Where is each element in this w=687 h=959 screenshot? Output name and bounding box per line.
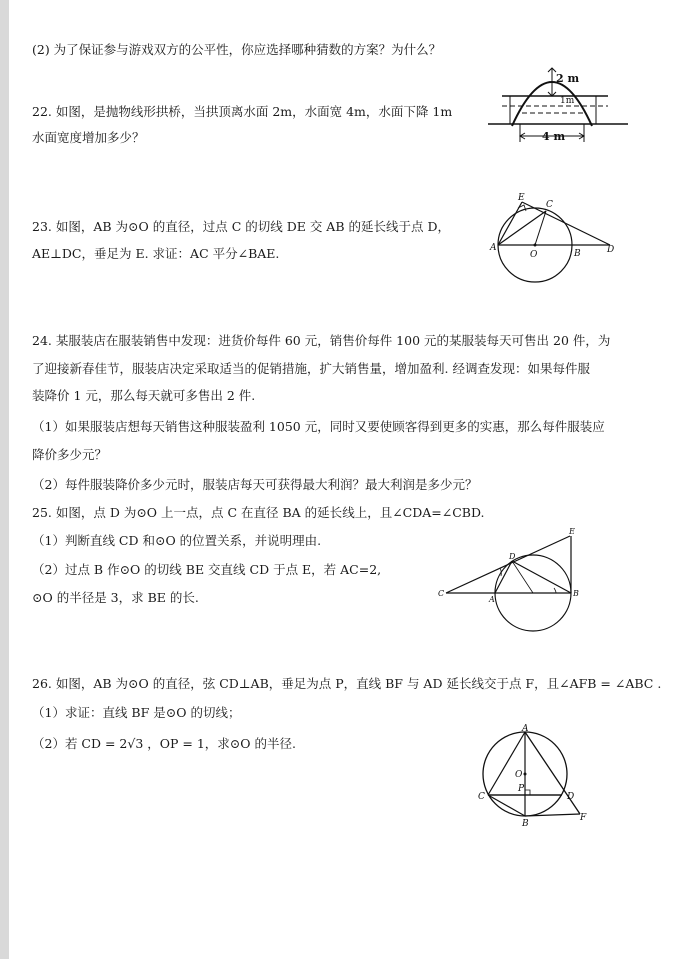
q22-line1: 22. 如图，是抛物线形拱桥，当拱顶离水面 2m，水面宽 4m，水面下降 1m [32, 104, 453, 119]
q24-part1-line2: 降价多少元？ [32, 447, 108, 462]
point-C-label: C [478, 792, 485, 802]
q25-part2-line1: （2）过点 B 作⊙O 的切线 BE 交直线 CD 于点 E，若 AC=2, [32, 562, 382, 577]
point-D-label: D [509, 552, 516, 561]
q22-parabola-bridge-figure [488, 58, 628, 148]
point-O-label: O [515, 770, 523, 780]
q24-line3: 装降价 1 元，那么每天就可多售出 2 件. [32, 388, 256, 403]
q24-line1: 24. 某服装店在服装销售中发现：进货价每件 60 元，销售价每件 100 元的某服装每天可售出 20 件，为 [32, 333, 611, 348]
point-O-label: O [530, 250, 538, 260]
point-B-label: B [574, 249, 581, 259]
point-E-label: E [518, 193, 525, 203]
q24-part2: （2）每件服装降价多少元时，服装店每天可获得最大利润？最大利润是多少元？ [32, 477, 478, 492]
point-D-label: D [567, 792, 575, 802]
point-F-label: F [580, 813, 587, 823]
point-E-label: E [569, 527, 575, 536]
q25-part1: （1）判断直线 CD 和⊙O 的位置关系，并说明理由. [32, 533, 322, 548]
point-B-label: B [573, 589, 579, 598]
q26-circle-tangent-figure [472, 722, 597, 830]
label-1m: 1m [560, 96, 575, 106]
point-A-label: A [522, 724, 529, 734]
q23-circle-tangent-figure [488, 190, 618, 285]
q21-part2: (2) 为了保证参与游戏双方的公平性，你应选择哪种猜数的方案？为什么？ [32, 42, 442, 57]
point-A-label: A [489, 595, 495, 604]
point-B-label: B [522, 819, 529, 829]
label-4m: 4 m [542, 130, 566, 143]
q23-line1: 23. 如图，AB 为⊙O 的直径，过点 C 的切线 DE 交 AB 的延长线于点 D， [32, 219, 450, 234]
point-P-label: P [518, 784, 525, 794]
point-D-label: D [607, 245, 615, 255]
q26-line1: 26. 如图，AB 为⊙O 的直径，弦 CD⊥AB，垂足为点 P，直线 BF 与 AD 延长线交于点 F，且∠AFB = ∠ABC . [32, 676, 662, 691]
point-A-label: A [490, 243, 497, 253]
point-C-label: C [546, 200, 553, 210]
q26-part2: （2）若 CD = 2√3 ，OP = 1，求⊙O 的半径. [32, 736, 296, 751]
q24-part1-line1: （1）如果服装店想每天销售这种服装盈利 1050 元，同时又要使顾客得到更多的实惠，那么每件服装应 [32, 419, 605, 434]
q24-line2: 了迎接新春佳节，服装店决定采取适当的促销措施，扩大销售量，增加盈利. 经调查发现：如果每件服 [32, 361, 590, 376]
q23-line2: AE⊥DC，垂足为 E. 求证：AC 平分∠BAE. [32, 246, 280, 261]
q22-line2: 水面宽度增加多少？ [32, 130, 145, 145]
q26-part1: （1）求证：直线 BF 是⊙O 的切线； [32, 705, 241, 720]
q25-part2-line2: ⊙O 的半径是 3，求 BE 的长. [32, 590, 199, 605]
point-C-label: C [438, 589, 445, 598]
label-2m: 2 m [556, 72, 580, 85]
q25-circle-tangent-figure [438, 527, 579, 635]
scan-left-edge [0, 0, 9, 959]
q25-line1: 25. 如图，点 D 为⊙O 上一点，点 C 在直径 BA 的延长线上，且∠CDA=∠CBD. [32, 505, 485, 520]
